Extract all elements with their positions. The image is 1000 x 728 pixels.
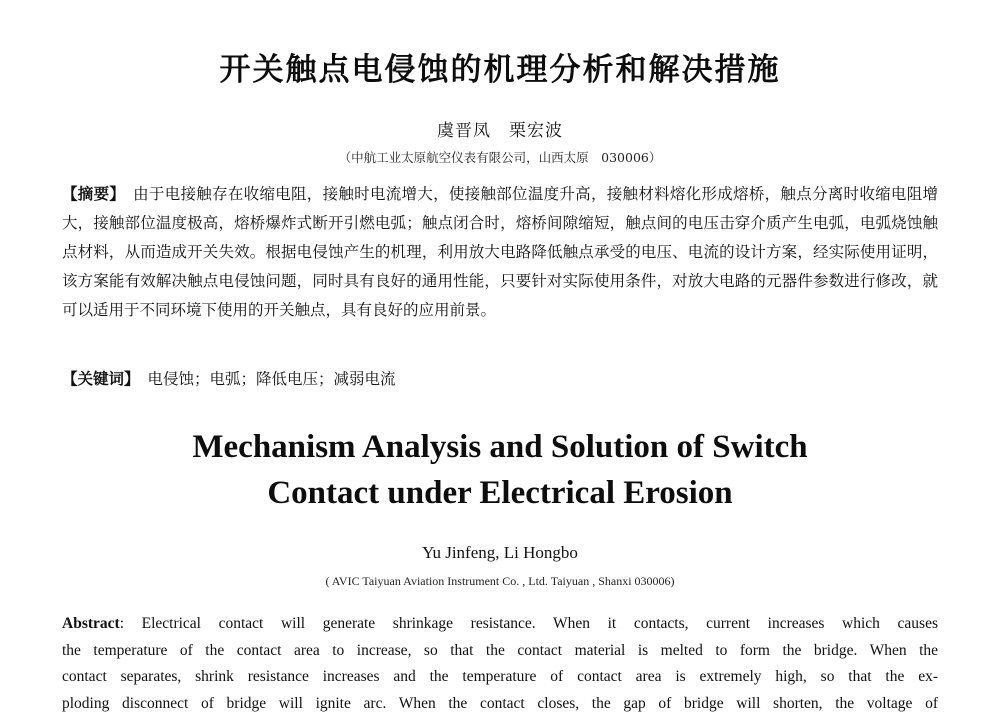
english-abstract-label: Abstract [62,615,120,632]
chinese-abstract [62,180,938,325]
english-abstract [62,611,938,717]
chinese-authors [0,116,1000,141]
english-title-line: Mechanism Analysis and Solution of Switch [192,429,808,465]
chinese-keywords-text: 电侵蚀；电弧；降低电压；减弱电流 [147,370,396,388]
chinese-abstract-text: 由于电接触存在收缩电阻，接触时电流增大，使接触部位温度升高，接触材料熔化形成熔桥，触点分离时收缩电阻增大，接触部位温度极高，熔桥爆炸式断开引燃电弧；触点闭合时，熔桥间隙缩短，触点间的电压击穿介质产生电弧，电弧烧蚀触点材料，从而造成开关失效。根据电侵蚀产生的机理，利用放大电路降低触点承受的电压、电流的设计方案，经实际使用证明，该方案能有效解决触点电侵蚀问题，同时具有良好的通用性能，只要针对实际使用条件，对放大电路的元器件参数进行修改，就可以适用于不同环境下使用的开关触点，具有良好的应用前景。 [62,185,938,319]
english-abstract-line: the temperature of the contact area to increase, so that the contact material is melted to form the bridge. When the [62,641,938,659]
english-title [0,424,1000,516]
author-name: 栗宏波 [509,121,563,141]
chinese-affiliation: （中航工业太原航空仪表有限公司，山西太原 030006） [338,150,662,165]
chinese-abstract-label: 【摘要】 [62,185,126,203]
english-abstract-line [62,611,938,638]
english-title-line: Contact under Electrical Erosion [267,475,733,511]
chinese-keywords-label: 【关键词】 [62,370,140,388]
english-authors: Yu Jinfeng, Li Hongbo [422,543,578,562]
chinese-keywords [62,365,938,394]
chinese-title: 开关触点电侵蚀的机理分析和解决措施 [219,52,781,88]
english-abstract-text: : Electrical contact will generate shrinkage resistance. When it contacts, current increases which causes [119,615,938,632]
english-affiliation: ( AVIC Taiyuan Aviation Instrument Co. , Ltd. Taiyuan , Shanxi 030006) [325,574,675,588]
english-abstract-line: ploding disconnect of bridge will ignite arc. When the contact closes, the gap of bridge will shorten, the voltage of [62,694,938,712]
english-abstract-line: contact separates, shrink resistance increases and the temperature of contact area is extremely high, so that the ex- [62,668,938,685]
author-name: 虞晋凤 [437,121,491,141]
